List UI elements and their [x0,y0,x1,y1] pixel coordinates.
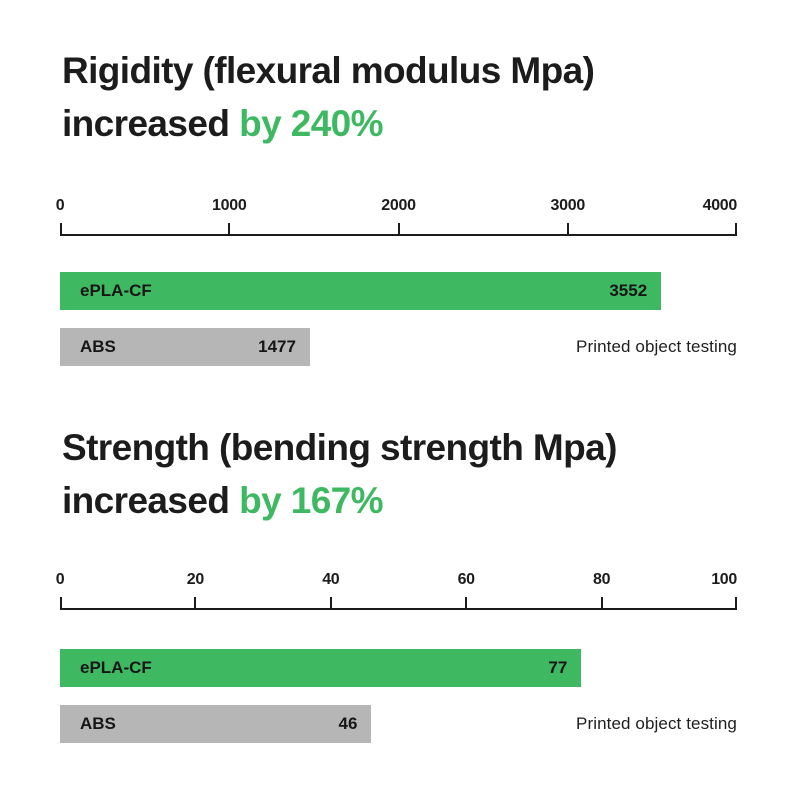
axis-baseline [60,608,737,610]
printed-object-testing-note: Printed object testing [576,337,737,356]
tick-label: 100 [711,571,737,588]
rigidity-title-increased: increased [62,103,240,144]
rigidity-bars [60,272,737,384]
tick-mark [194,597,196,608]
tick-mark [330,597,332,608]
printed-object-testing-note: Printed object testing [576,714,737,733]
bar-value: 46 [338,714,358,733]
strength-title-increased: increased [62,480,240,521]
bar-abs [60,705,371,743]
rigidity-title-highlight: by 240% [239,103,383,144]
tick-label: 0 [55,571,65,588]
bar-abs [60,328,310,366]
tick-mark [735,597,737,608]
axis-baseline [60,234,737,236]
tick-mark [228,223,230,234]
rigidity-axis [55,197,737,236]
tick-label: 60 [457,571,475,588]
bar-label: ABS [80,337,116,356]
tick-label: 1000 [212,197,247,214]
rigidity-chart-title [62,44,762,150]
bar-epla-cf [60,272,661,310]
bar-label: ePLA-CF [80,281,152,300]
bar-value: 77 [548,658,568,677]
bar-label: ePLA-CF [80,658,152,677]
rigidity-title-line1: Rigidity (flexural modulus Mpa) [62,50,595,91]
tick-label: 2000 [381,197,416,214]
rigidity-title-line2 [62,97,762,150]
bar-value: 1477 [258,337,296,356]
tick-label: 4000 [702,197,737,214]
strength-title-line2 [62,474,762,527]
tick-mark [60,597,62,608]
strength-bars [60,649,737,761]
tick-label: 80 [592,571,611,588]
tick-mark [567,223,569,234]
tick-label: 0 [55,197,65,214]
strength-title-line1: Strength (bending strength Mpa) [62,427,617,468]
bar-label: ABS [80,714,116,733]
strength-title-highlight: by 167% [239,480,383,521]
tick-mark [465,597,467,608]
tick-mark [398,223,400,234]
tick-label: 40 [322,571,340,588]
strength-chart-title [62,421,762,527]
tick-mark [735,223,737,234]
tick-label: 3000 [550,197,585,214]
tick-mark [60,223,62,234]
bar-epla-cf [60,649,581,687]
strength-axis [55,571,737,610]
tick-label: 20 [186,571,204,588]
tick-mark [601,597,603,608]
bar-value: 3552 [609,281,648,300]
